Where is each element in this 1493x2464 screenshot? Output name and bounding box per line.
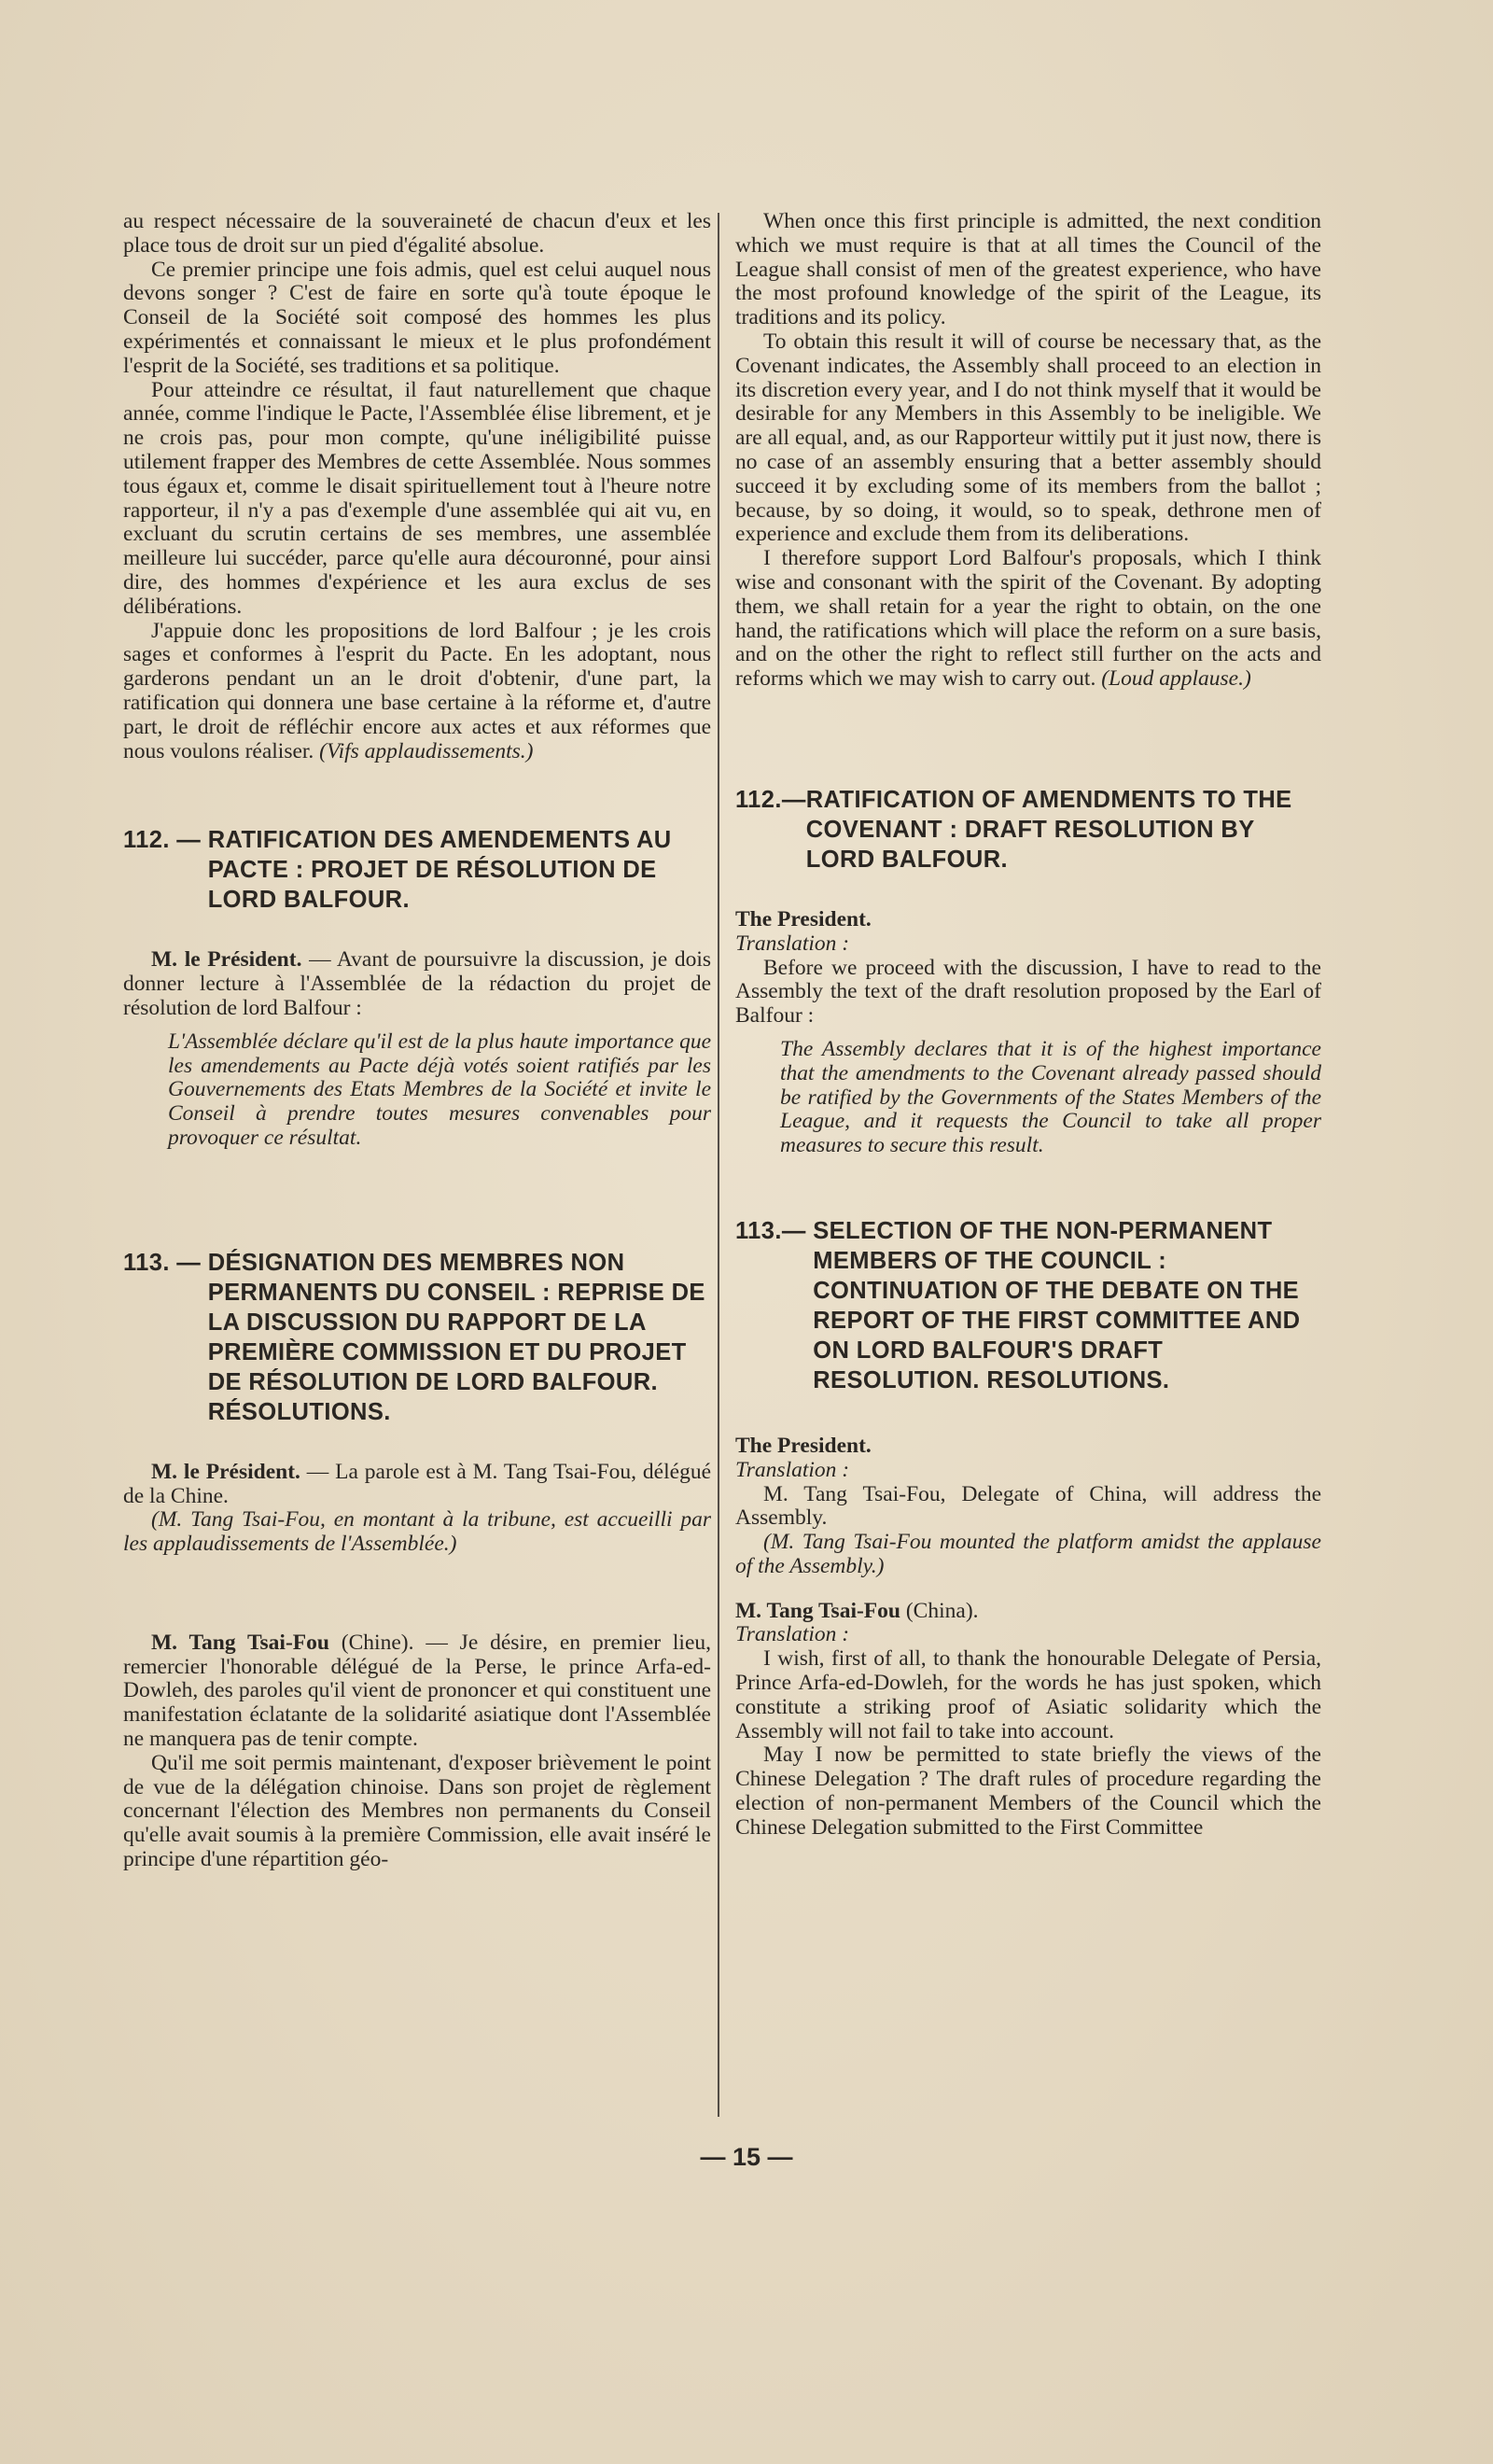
applause-note: (Loud applause.) [1101,666,1251,692]
speaker-name: M. le Président. [151,1459,300,1484]
paragraph: Pour atteindre ce résultat, il faut naturellement que chaque année, comme l'indique le Pacte, l'Assemblée élise librement, et je ne crois pas, pour mon compte, qu'une inéligibilité puisse utilement frapper des Membres de cette Assemblée. Nous sommes tous égaux et, comme le disait spirituellement tout à l'heure notre rapporteur, il n'y a pas d'exemple d'une assemblée qui ait vu, en excluant du scrutin certains de ses membres, une assemblée meilleure lui succéder, parce qu'elle aura découronné, pour ainsi dire, des hommes d'expérience et les aura exclus de ses délibérations. [123,377,711,619]
section-title: RATIFICATION OF AMENDMENTS TO THE COVENANT : DRAFT RESOLUTION BY LORD BALFOUR. [805,786,1292,873]
speaker-country: (China). [900,1598,979,1623]
president-statement [123,948,711,1020]
section-heading-112 [735,785,1321,875]
translation-label: Translation : [735,1457,850,1482]
speaker-name: M. Tang Tsai-Fou [151,1630,329,1655]
translation-label: Translation : [735,1622,850,1647]
statement-text: Before we proceed with the discussion, I have to read to the Assembly the text of the draft resolution proposed by the Earl of Balfour : [735,955,1321,1029]
section-number: 113.— [735,1217,814,1244]
statement-text: — Avant de poursuivre la discussion, je dois donner lecture à l'Assemblée de la rédaction du projet de résolution de lord Balfour : [123,947,711,1020]
paragraph [123,620,711,764]
draft-resolution-quote: L'Assemblée déclare qu'il est de la plus haute importance que les amendements au Pacte déjà votés soient ratifiés par les Gouvernements des Etats Membres de la Société et invite le Conseil à prendre toutes mesures convenables pour provoquer ce résultat. [168,1029,711,1150]
section-heading-112 [123,825,711,915]
speaker-name: M. Tang Tsai-Fou [735,1598,900,1623]
statement-text: M. Tang Tsai-Fou, Delegate of China, will address the Assembly. [735,1481,1321,1531]
statement-text: — La parole est à M. Tang Tsai-Fou, délégué de la Chine. [123,1459,711,1508]
paragraph: Ce premier principe une fois admis, quel est celui auquel nous devons songer ? C'est de faire en sorte qu'à toute époque le Conseil de la Société soit composé des hommes les plus expérimentés et connaissant le mieux et le plus profondément l'esprit de la Société, ses traditions et sa politique. [123,257,711,378]
stage-direction: (M. Tang Tsai-Fou, en montant à la tribune, est accueilli par les applaudissements de l'Assemblée.) [123,1507,711,1557]
paragraph: Qu'il me soit permis maintenant, d'exposer brièvement le point de vue de la délégation chinoise. Dans son projet de règlement concernant l'élection des Membres non permanents du Conseil qu'elle avait soumis à la première Commission, elle avait inséré le principe d'une répartition géo- [123,1750,711,1872]
paragraph-text: I therefore support Lord Balfour's proposals, which I think wise and consonant with the spirit of the Covenant. By adopting them, we shall retain for a year the right to obtain, on the one hand, the ratifications which will place the reform on a sure basis, and on the other the right to reflect still further on the acts and reforms which we may wish to carry out. [735,546,1321,692]
paragraph: When once this first principle is admitted, the next condition which we must require is that at all times the Council of the League shall consist of men of the greatest experience, who have the most profound knowledge of the spirit of the League, its traditions and its policy. [735,209,1321,330]
english-column [735,210,1321,1841]
paragraph [735,547,1321,692]
section-title: DÉSIGNATION DES MEMBRES NON PERMANENTS DU CONSEIL : REPRISE DE LA DISCUSSION DU RAPPORT DE LA PREMIÈRE COMMISSION ET DU PROJET DE RÉSOLUTION DE LORD BALFOUR. RÉSOLUTIONS. [207,1249,705,1425]
paragraph-text: J'appuie donc les propositions de lord Balfour ; je les crois sages et conformes à l'esprit du Pacte. En les adoptant, nous garderons pendant un an le droit d'obtenir, d'une part, la ratification qui donnera une base certaine à la réforme et, d'autre part, le droit de réfléchir encore aux actes et aux réformes que nous voulons réaliser. [123,618,711,763]
french-column [123,210,711,1872]
section-title: RATIFICATION DES AMENDEMENTS AU PACTE : PROJET DE RÉSOLUTION DE LORD BALFOUR. [207,827,672,914]
translation-label: Translation : [735,931,850,956]
page-number: — 15 — [700,2143,793,2171]
president-statement [123,1461,711,1509]
section-heading-113 [123,1248,711,1427]
applause-note: (Vifs applaudissements.) [319,738,534,763]
stage-direction: (M. Tang Tsai-Fou mounted the platform amidst the applause of the Assembly.) [735,1530,1321,1578]
speech-text: (Chine). — Je désire, en premier lieu, remercier l'honorable délégué de la Perse, le prince Arfa-ed-Dowleh, des paroles qu'il vient de prononcer et qui constituent une manifestation éclatante de la solidarité asiatique dont l'Assemblée ne manquera pas de tenir compte. [123,1630,712,1752]
speech-text: I wish, first of all, to thank the honourable Delegate of Persia, Prince Arfa-ed-Dowleh, for the words he has just spoken, which constitute a striking proof of Asiatic solidarity which the Assembly will not fail to take into account. [735,1646,1321,1743]
tang-speech [123,1631,711,1752]
column-divider [718,213,719,2117]
paragraph: May I now be permitted to state briefly the views of the Chinese Delegation ? The draft rules of procedure regarding the election of non-permanent Members of the Council which the Chinese Delegation submitted to the First Committee [735,1743,1321,1840]
draft-resolution-quote: The Assembly declares that it is of the highest importance that the amendments to the Covenant already passed should be ratified by the Governments of the States Members of the League, and it requests the Council to take all proper measures to secure this result. [780,1036,1321,1158]
section-number: 112. — [123,827,208,854]
tang-speaker-line [735,1600,1321,1624]
speaker-name: The President. [735,906,872,931]
section-title: SELECTION OF THE NON-PERMANENT MEMBERS OF THE COUNCIL : CONTINUATION OF THE DEBATE ON THE REPORT OF THE FIRST COMMITTEE AND ON LORD BALFOUR'S DRAFT RESOLUTION. RESOLUTIONS. [813,1217,1301,1393]
section-heading-113 [735,1216,1321,1395]
section-number: 112.— [735,786,806,813]
section-number: 113. — [123,1249,208,1276]
speaker-name: The President. [735,1433,872,1458]
paragraph: To obtain this result it will of course be necessary that, as the Covenant indicates, the Assembly shall proceed to an election in its discretion every year, and I do not think myself that it would be desirable for any Members in this Assembly to be ineligible. We are all equal, and, as our Rapporteur wittily put it just now, there is no case of an assembly ensuring that a better assembly should succeed it by excluding some of its members from the ballot ; because, by so doing, it would, so to speak, dethrone men of experience and exclude them from its deliberations. [735,329,1321,547]
speaker-name: M. le Président. [151,947,302,973]
paragraph: au respect nécessaire de la souveraineté de chacun d'eux et les place tous de droit sur un pied d'égalité absolue. [123,209,711,258]
